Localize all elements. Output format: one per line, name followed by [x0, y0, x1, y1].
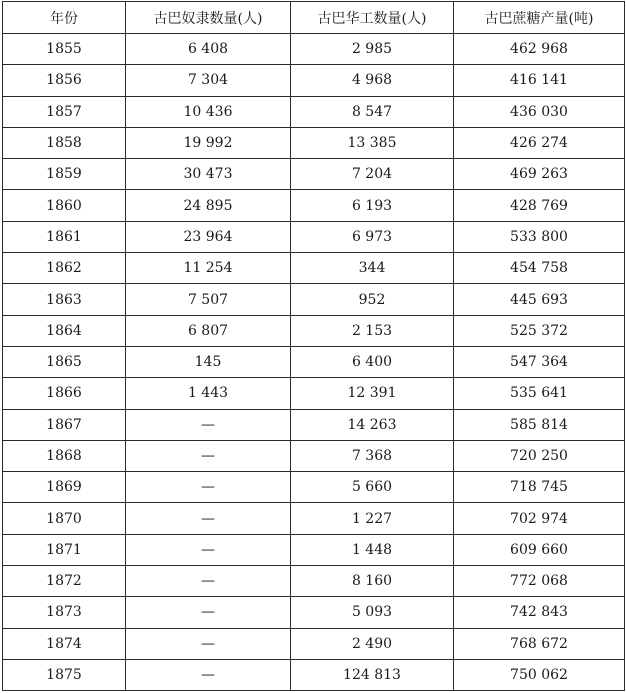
cell-year: 1866	[3, 378, 126, 409]
cell-chinese-workers: 5 093	[291, 597, 454, 628]
cell-slaves: 10 436	[126, 96, 291, 127]
cell-slaves: —	[126, 597, 291, 628]
table-row	[3, 96, 625, 127]
cuba-statistics-table	[2, 1, 625, 691]
table-row	[3, 628, 625, 659]
cell-slaves: 23 964	[126, 221, 291, 252]
cell-slaves: 1 443	[126, 378, 291, 409]
cell-chinese-workers: 2 490	[291, 628, 454, 659]
cell-year: 1859	[3, 159, 126, 190]
cell-sugar-output: 547 364	[454, 346, 625, 377]
cell-sugar-output: 750 062	[454, 659, 625, 690]
cell-sugar-output: 772 068	[454, 566, 625, 597]
data-table-container	[2, 1, 624, 691]
table-row	[3, 472, 625, 503]
cell-slaves: 6 408	[126, 34, 291, 65]
cell-sugar-output: 702 974	[454, 503, 625, 534]
cell-slaves: —	[126, 566, 291, 597]
cell-chinese-workers: 124 813	[291, 659, 454, 690]
cell-year: 1861	[3, 221, 126, 252]
cell-chinese-workers: 344	[291, 253, 454, 284]
cell-sugar-output: 718 745	[454, 472, 625, 503]
cell-chinese-workers: 14 263	[291, 409, 454, 440]
table-row	[3, 440, 625, 471]
cell-year: 1855	[3, 34, 126, 65]
table-row	[3, 566, 625, 597]
cell-sugar-output: 462 968	[454, 34, 625, 65]
cell-sugar-output: 428 769	[454, 190, 625, 221]
table-row	[3, 253, 625, 284]
cell-year: 1865	[3, 346, 126, 377]
table-row	[3, 159, 625, 190]
cell-chinese-workers: 6 400	[291, 346, 454, 377]
cell-sugar-output: 416 141	[454, 65, 625, 96]
table-body	[3, 34, 625, 691]
cell-sugar-output: 720 250	[454, 440, 625, 471]
cell-chinese-workers: 7 204	[291, 159, 454, 190]
cell-sugar-output: 535 641	[454, 378, 625, 409]
cell-sugar-output: 525 372	[454, 315, 625, 346]
table-row	[3, 503, 625, 534]
cell-year: 1856	[3, 65, 126, 96]
header-year: 年份	[3, 2, 126, 34]
cell-chinese-workers: 2 985	[291, 34, 454, 65]
table-row	[3, 659, 625, 690]
cell-slaves: 11 254	[126, 253, 291, 284]
cell-year: 1872	[3, 566, 126, 597]
cell-chinese-workers: 8 160	[291, 566, 454, 597]
cell-year: 1867	[3, 409, 126, 440]
cell-year: 1873	[3, 597, 126, 628]
table-row	[3, 127, 625, 158]
cell-year: 1863	[3, 284, 126, 315]
table-row	[3, 34, 625, 65]
cell-slaves: —	[126, 628, 291, 659]
cell-slaves: —	[126, 534, 291, 565]
cell-sugar-output: 585 814	[454, 409, 625, 440]
header-sugar-output: 古巴蔗糖产量(吨)	[454, 2, 625, 34]
cell-chinese-workers: 5 660	[291, 472, 454, 503]
cell-year: 1869	[3, 472, 126, 503]
cell-sugar-output: 426 274	[454, 127, 625, 158]
cell-chinese-workers: 952	[291, 284, 454, 315]
cell-chinese-workers: 6 193	[291, 190, 454, 221]
cell-sugar-output: 533 800	[454, 221, 625, 252]
header-chinese-workers: 古巴华工数量(人)	[291, 2, 454, 34]
cell-slaves: 7 304	[126, 65, 291, 96]
cell-slaves: —	[126, 472, 291, 503]
cell-slaves: —	[126, 659, 291, 690]
table-row	[3, 534, 625, 565]
cell-slaves: 6 807	[126, 315, 291, 346]
cell-chinese-workers: 2 153	[291, 315, 454, 346]
table-row	[3, 315, 625, 346]
cell-slaves: —	[126, 503, 291, 534]
cell-chinese-workers: 4 968	[291, 65, 454, 96]
cell-sugar-output: 436 030	[454, 96, 625, 127]
table-row	[3, 221, 625, 252]
table-row	[3, 65, 625, 96]
table-row	[3, 190, 625, 221]
table-row	[3, 346, 625, 377]
cell-slaves: —	[126, 409, 291, 440]
cell-year: 1860	[3, 190, 126, 221]
table-row	[3, 597, 625, 628]
table-row	[3, 284, 625, 315]
cell-year: 1862	[3, 253, 126, 284]
cell-slaves: 7 507	[126, 284, 291, 315]
cell-year: 1875	[3, 659, 126, 690]
table-row	[3, 409, 625, 440]
cell-year: 1870	[3, 503, 126, 534]
cell-sugar-output: 454 758	[454, 253, 625, 284]
cell-year: 1857	[3, 96, 126, 127]
cell-chinese-workers: 13 385	[291, 127, 454, 158]
cell-slaves: 145	[126, 346, 291, 377]
table-row	[3, 378, 625, 409]
cell-sugar-output: 768 672	[454, 628, 625, 659]
cell-sugar-output: 445 693	[454, 284, 625, 315]
table-header-row	[3, 2, 625, 34]
cell-sugar-output: 609 660	[454, 534, 625, 565]
header-slaves: 古巴奴隶数量(人)	[126, 2, 291, 34]
cell-chinese-workers: 7 368	[291, 440, 454, 471]
cell-year: 1858	[3, 127, 126, 158]
cell-slaves: —	[126, 440, 291, 471]
cell-year: 1868	[3, 440, 126, 471]
cell-sugar-output: 469 263	[454, 159, 625, 190]
cell-year: 1874	[3, 628, 126, 659]
cell-chinese-workers: 8 547	[291, 96, 454, 127]
cell-chinese-workers: 1 227	[291, 503, 454, 534]
cell-chinese-workers: 1 448	[291, 534, 454, 565]
cell-chinese-workers: 6 973	[291, 221, 454, 252]
cell-slaves: 30 473	[126, 159, 291, 190]
cell-sugar-output: 742 843	[454, 597, 625, 628]
cell-year: 1864	[3, 315, 126, 346]
cell-slaves: 24 895	[126, 190, 291, 221]
cell-slaves: 19 992	[126, 127, 291, 158]
cell-year: 1871	[3, 534, 126, 565]
cell-chinese-workers: 12 391	[291, 378, 454, 409]
